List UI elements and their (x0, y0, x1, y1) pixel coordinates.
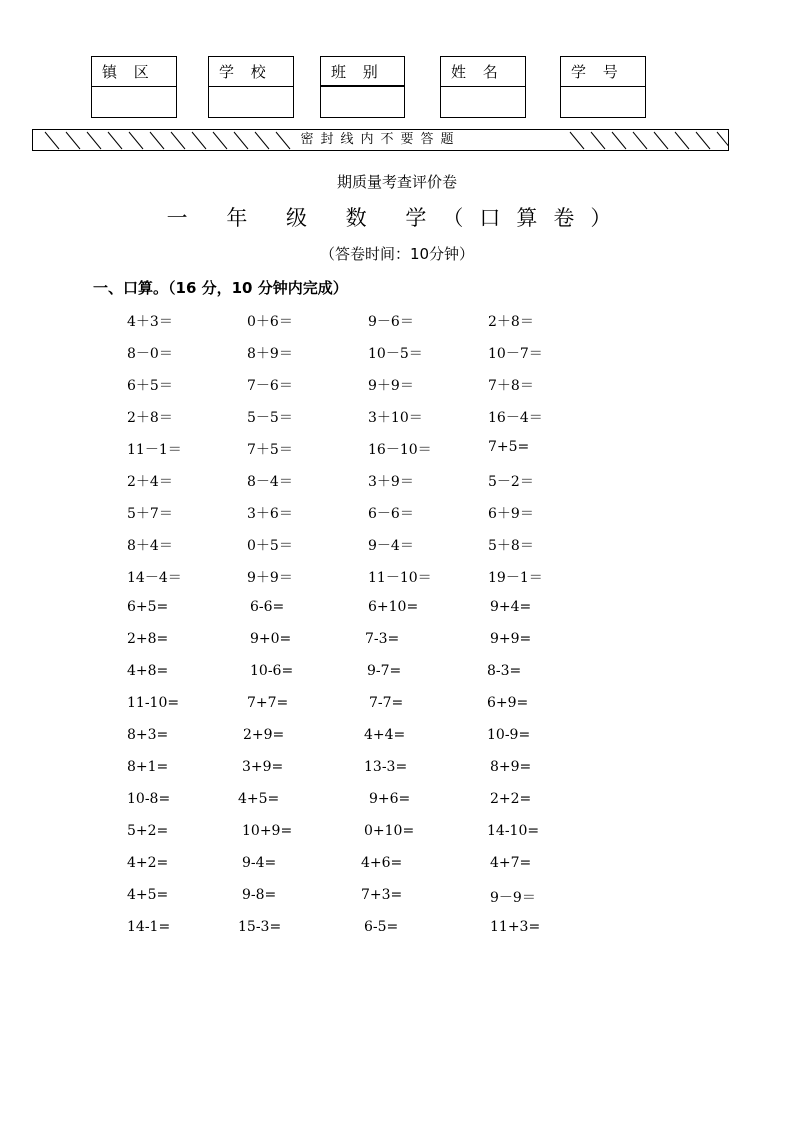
arithmetic-problem: 2＋8＝ (127, 410, 173, 426)
arithmetic-problem: 9-8= (242, 887, 277, 903)
arithmetic-problem: 5+2= (127, 823, 169, 839)
arithmetic-problem: 9－9＝ (490, 890, 536, 906)
arithmetic-problem: 11-10= (127, 695, 180, 711)
arithmetic-problem: 9-7= (367, 663, 402, 679)
seal-line (32, 129, 729, 151)
arithmetic-problem: 4+8= (127, 663, 169, 679)
arithmetic-problem: 4+5= (238, 791, 280, 807)
arithmetic-problem: 9－6＝ (368, 314, 414, 330)
arithmetic-problem: 4+7= (490, 855, 532, 871)
arithmetic-problem: 4＋3＝ (127, 314, 173, 330)
arithmetic-problem: 16－10＝ (368, 442, 432, 458)
header-label-student-id: 学 号 (561, 57, 645, 87)
arithmetic-problem: 11－1＝ (127, 442, 182, 458)
arithmetic-problem: 6＋5＝ (127, 378, 173, 394)
arithmetic-problem: 6+10= (368, 599, 419, 615)
arithmetic-problem: 14-1= (127, 919, 171, 935)
arithmetic-problem: 7-3= (365, 631, 400, 647)
arithmetic-problem: 7+5= (488, 439, 530, 455)
arithmetic-problem: 6－6＝ (368, 506, 414, 522)
arithmetic-problem: 10+9= (242, 823, 293, 839)
arithmetic-problem: 7-7= (369, 695, 404, 711)
arithmetic-problem: 4+6= (361, 855, 403, 871)
arithmetic-problem: 0＋5＝ (247, 538, 293, 554)
arithmetic-problem: 6＋9＝ (488, 506, 534, 522)
arithmetic-problem: 3＋6＝ (247, 506, 293, 522)
section-heading: 一、口算。（16 分，10 分钟内完成） (93, 279, 348, 297)
arithmetic-problem: 3+9= (242, 759, 284, 775)
arithmetic-problem: 8+1= (127, 759, 169, 775)
arithmetic-problem: 7+7= (247, 695, 289, 711)
arithmetic-problem: 14－4＝ (127, 570, 182, 586)
arithmetic-problem: 9+0= (250, 631, 292, 647)
arithmetic-problem: 15-3= (238, 919, 282, 935)
header-field-town (91, 56, 177, 118)
exam-title: 期质量考查评价卷 (336, 173, 457, 191)
arithmetic-problem: 9+9= (490, 631, 532, 647)
arithmetic-problem: 5＋7＝ (127, 506, 173, 522)
seal-line-text: 密封线内不要答题 (294, 132, 466, 147)
header-field-student-id (560, 56, 646, 118)
arithmetic-problem: 7+3= (361, 887, 403, 903)
arithmetic-problem: 5－5＝ (247, 410, 293, 426)
arithmetic-problem: 8＋4＝ (127, 538, 173, 554)
arithmetic-problem: 8-3= (487, 663, 522, 679)
header-field-school (208, 56, 294, 118)
arithmetic-problem: 9＋9＝ (247, 570, 293, 586)
arithmetic-problem: 2+8= (127, 631, 169, 647)
arithmetic-problem: 3＋9＝ (368, 474, 414, 490)
arithmetic-problem: 9－4＝ (368, 538, 414, 554)
arithmetic-problem: 11+3= (490, 919, 541, 935)
header-field-name (440, 56, 526, 118)
header-label-town: 镇 区 (92, 57, 176, 87)
arithmetic-problem: 9+4= (490, 599, 532, 615)
arithmetic-problem: 7＋5＝ (247, 442, 293, 458)
arithmetic-problem: 6-5= (364, 919, 399, 935)
arithmetic-problem: 10-8= (127, 791, 171, 807)
arithmetic-problem: 5＋8＝ (488, 538, 534, 554)
arithmetic-problem: 6+5= (127, 599, 169, 615)
arithmetic-problem: 10－5＝ (368, 346, 423, 362)
arithmetic-problem: 6+9= (487, 695, 529, 711)
arithmetic-problem: 7＋8＝ (488, 378, 534, 394)
header-label-class: 班 别 (321, 57, 404, 87)
arithmetic-problem: 8+3= (127, 727, 169, 743)
arithmetic-problem: 11－10＝ (368, 570, 432, 586)
arithmetic-problem: 10－7＝ (488, 346, 543, 362)
arithmetic-problem: 8+9= (490, 759, 532, 775)
arithmetic-problem: 4+5= (127, 887, 169, 903)
arithmetic-problem: 2+9= (243, 727, 285, 743)
arithmetic-problem: 0＋6＝ (247, 314, 293, 330)
arithmetic-problem: 7－6＝ (247, 378, 293, 394)
arithmetic-problem: 8－4＝ (247, 474, 293, 490)
arithmetic-problem: 9+6= (369, 791, 411, 807)
arithmetic-problem: 9＋9＝ (368, 378, 414, 394)
arithmetic-problem: 9-4= (242, 855, 277, 871)
header-label-name: 姓 名 (441, 57, 525, 87)
arithmetic-problem: 2+2= (490, 791, 532, 807)
arithmetic-problem: 4+4= (364, 727, 406, 743)
exam-time: （答卷时间：10分钟） (319, 245, 475, 263)
arithmetic-problem: 2＋4＝ (127, 474, 173, 490)
arithmetic-problem: 3＋10＝ (368, 410, 423, 426)
arithmetic-problem: 13-3= (364, 759, 408, 775)
arithmetic-problem: 19－1＝ (488, 570, 543, 586)
arithmetic-problem: 8－0＝ (127, 346, 173, 362)
exam-subtitle: 一 年 级 数 学（口算卷） (166, 206, 628, 230)
arithmetic-problem: 0+10= (364, 823, 415, 839)
arithmetic-problem: 10-9= (487, 727, 531, 743)
arithmetic-problem: 2＋8＝ (488, 314, 534, 330)
arithmetic-problem: 5－2＝ (488, 474, 534, 490)
arithmetic-problem: 8＋9＝ (247, 346, 293, 362)
arithmetic-problem: 4+2= (127, 855, 169, 871)
arithmetic-problem: 10-6= (250, 663, 294, 679)
arithmetic-problem: 6-6= (250, 599, 285, 615)
arithmetic-problem: 14-10= (487, 823, 540, 839)
header-label-school: 学 校 (209, 57, 293, 87)
arithmetic-problem: 16－4＝ (488, 410, 543, 426)
header-field-class (320, 56, 405, 118)
